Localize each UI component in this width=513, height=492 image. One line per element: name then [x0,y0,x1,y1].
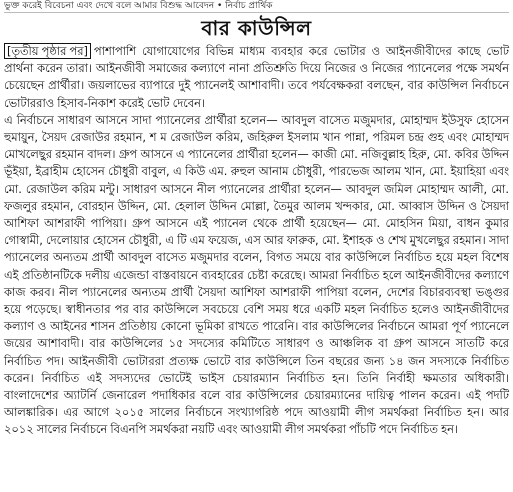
article-paragraph-1 [4,43,509,112]
paragraph-text-2: এ নির্বাচনে সাধারণ আসনে সাদা প্যানেলের প্রার্থীরা হলেন— আবদুল বাসেত মজুমদার, মোহাম্মদ ইউসুফ হোসেন হুমায়ুন, সৈয়দ রেজাউর রহমান, শ ম রেজাউল করিম, জহিরুল ইসলাম খান পান্না, পরিমল চন্দ্র গুহ এবং মোহাম্মদ মোখলেছুর রহমান বাদল। গ্রুপ আসনে এ প্যানেলের প্রার্থীরা হলেন— কাজী মো. নজিবুল্লাহ হিরু, মো. কবির উদ্দিন ভূঁইয়া, ইব্রাহীম হোসেন চৌধুরী বাবুল, এ কিউ এম. রুহুল আনাম চৌধুরী, পারভেজ আলম খান, মো. ইয়াহিয়া এবং মো. রেজাউল করিম মন্টু। সাধারণ আসনে নীল প্যানেলের প্রার্থীরা হলেন— আবদুল জমিল মোহাম্মদ আলী, মো. ফজলুর রহমান, বোরহান উদ্দিন, মো. হেলাল উদ্দিন মোল্লা, তৈমুর আলম খন্দকার, মো. আব্বাস উদ্দিন ও সৈয়দা আশিফা আশরাফী পাপিয়া। গ্রুপ আসনে এই প্যানেল থেকে প্রার্থী হয়েছেন— মো. মোহসিন মিয়া, বাধন কুমার গোস্বামী, দেলোয়ার হোসেন চৌধুরী, এ টি এম ফয়েজ, এস আর ফারুক, মো. ইশাহক ও শেখ মুখলেছুর রহমান। সাদা প্যানেলের অন্যতম প্রার্থী আবদুল বাসেত মজুমদার বলেন, বিগত সময়ে বার কাউন্সিলে নির্বাচিত হয়ে মহল বিশেষ এই প্রতিষ্ঠানটিকে দলীয় এজেন্ডা বাস্তবায়নে ব্যবহারের চেষ্টা করেছে। আমরা নির্বাচিত হলে আইনজীবীদের কল্যাণে কাজ করব। নীল প্যানেলের অন্যতম প্রার্থী সৈয়দা আশিফা আশরাফী পাপিয়া বলেন, দেশের বিচারব্যবস্থা ভঙ্গুর হয়ে পড়েছে। স্বাধীনতার পর বার কাউন্সিলে সবচেয়ে বেশি সময় ধরে একটি মহল নির্বাচিত হলেও আইনজীবীদের কল্যাণ ও আইনের শাসন প্রতিষ্ঠায় কোনো ভূমিকা রাখতে পারেনি। বার কাউন্সিলের নির্বাচনে আমরা পূর্ণ প্যানেলে জয়ের আশাবাদী। বার কাউন্সিলের ১৫ সদস্যের কমিটিতে সাধারণ ও আঞ্চলিক বা গ্রুপ আসনে সাতটি করে নির্বাচিত পদ। আইনজীবী ভোটাররা প্রত্যক্ষ ভোটে বার কাউন্সিলে তিন বছরের জন্য ১৪ জন সদস্যকে নির্বাচিত করেন। নির্বাচিত এই সদস্যদের ভোটেই ভাইস চেয়ারম্যান নির্বাচিত হন। তিনি নির্বাহী ক্ষমতার অধিকারী। বাংলাদেশের অ্যাটর্নি জেনারেল পদাধিকার বলে বার কাউন্সিলের চেয়ারম্যানের দায়িত্ব পালন করেন। এই পদটি আলঙ্কারিক। এর আগে ২০১৫ সালের নির্বাচনে সংখ্যাগরিষ্ঠ পদে আওয়ামী লীগ সমর্থকরা নির্বাচিত হন। আর ২০১২ সালের নির্বাচনে বিএনপি সমর্থকরা নয়টি এবং আওয়ামী লীগ সমর্থকরা পাঁচটি পদে নির্বাচিত হন। [4,112,509,437]
article-paragraph-2 [4,112,509,439]
previous-article-strip: ভুক্ত করেই বিবেচনা এবং দেখে বলে আমার বিশুদ্ধ আবেদন • নির্বাচ প্রার্থিক [4,0,509,13]
continuation-tag: [তৃতীয় পৃষ্ঠার পর] [4,43,91,59]
article-body [4,43,509,439]
article-headline: বার কাউন্সিল [201,16,312,40]
paragraph-text-1: পাশাপাশি যোগাযোগের বিভিন্ন মাধ্যম ব্যবহার করে ভোটার ও আইনজীবীদের কাছে ভোট প্রার্থনা করেন তারা। আইনজীবী সমাজের কল্যাণে নানা প্রতিশ্রুতি দিয়ে নিজের ও নিজের প্যানেলের পক্ষে সমর্থন চেয়েছেন প্রার্থীরা। জয়লাভের ব্যাপারে দুই প্যানেলই আশাবাদী। তবে পর্যবেক্ষকরা বলছেন, বার কাউন্সিল নির্বাচনে ভোটাররাও হিসাব-নিকাশ করেই ভোট দেবেন। [4,44,509,110]
